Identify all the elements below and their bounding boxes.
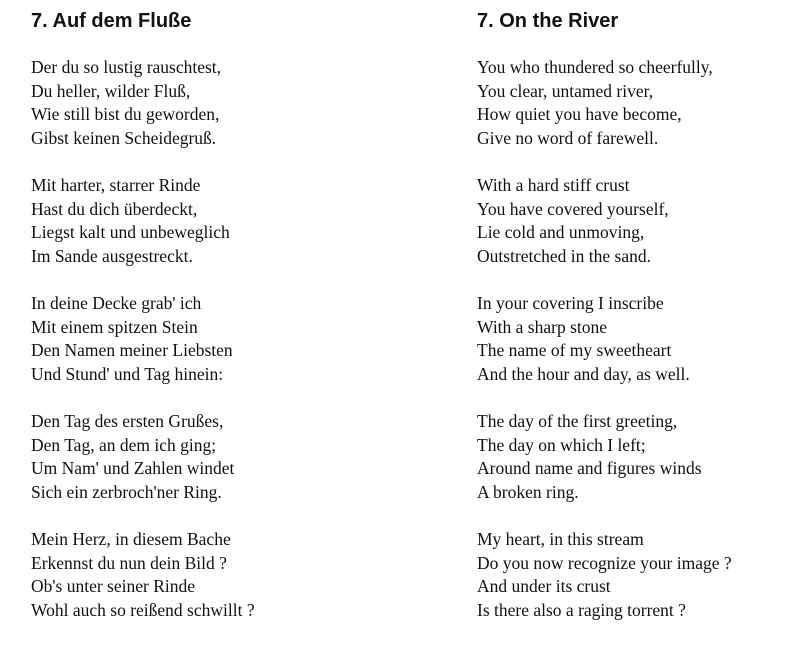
- poem-line: Im Sande ausgestreckt.: [31, 245, 193, 266]
- poem-line: Mit harter, starrer Rinde: [31, 175, 201, 195]
- poem-line: With a sharp stone: [477, 316, 608, 337]
- poem-line: You clear, untamed river,: [477, 80, 654, 101]
- poem-line: A broken ring.: [477, 481, 579, 502]
- poem-line: The name of my sweetheart: [477, 340, 672, 360]
- poem-line: Liegst kalt und unbeweglich: [31, 222, 230, 242]
- poem-line: Is there also a raging torrent ?: [477, 599, 686, 620]
- english-title: 7. On the River: [477, 10, 619, 32]
- poem-line: Den Tag, an dem ich ging;: [31, 434, 217, 455]
- poem-line: Mein Herz, in diesem Bache: [31, 529, 231, 549]
- poem-line: Mit einem spitzen Stein: [31, 316, 198, 337]
- poem-line: And under its crust: [477, 576, 611, 596]
- german-stanzas: [31, 56, 255, 646]
- english-stanza-2: [477, 174, 732, 268]
- poem-line: Der du so lustig rauschtest,: [31, 57, 222, 77]
- german-stanza-4: [31, 410, 255, 504]
- poem-line: And the hour and day, as well.: [477, 363, 690, 384]
- poem-line: Hast du dich überdeckt,: [31, 198, 198, 219]
- english-stanza-1: [477, 56, 732, 150]
- poem-line: With a hard stiff crust: [477, 175, 630, 195]
- poem-line: Erkennst du nun dein Bild ?: [31, 552, 227, 573]
- poem-line: Du heller, wilder Fluß,: [31, 80, 191, 101]
- poem-line: Den Namen meiner Liebsten: [31, 340, 233, 360]
- poem-line: Around name and figures winds: [477, 458, 702, 478]
- poem-line: My heart, in this stream: [477, 529, 644, 549]
- poem-line: You have covered yourself,: [477, 198, 669, 219]
- poem-line: Ob's unter seiner Rinde: [31, 576, 196, 596]
- poem-line: Wohl auch so reißend schwillt ?: [31, 599, 255, 620]
- poem-line: You who thundered so cheerfully,: [477, 57, 713, 77]
- german-title: 7. Auf dem Fluße: [31, 10, 192, 32]
- english-stanza-5: [477, 528, 732, 622]
- poem-line: Den Tag des ersten Grußes,: [31, 411, 224, 431]
- poem-line: Lie cold and unmoving,: [477, 222, 645, 242]
- english-stanzas: [477, 56, 732, 646]
- poem-line: Outstretched in the sand.: [477, 245, 651, 266]
- german-stanza-1: [31, 56, 255, 150]
- german-stanza-3: [31, 292, 255, 386]
- poem-line: In your covering I inscribe: [477, 293, 664, 313]
- poem-line: Sich ein zerbroch'ner Ring.: [31, 481, 222, 502]
- poem-line: Give no word of farewell.: [477, 127, 659, 148]
- poem-line: The day of the first greeting,: [477, 411, 678, 431]
- poem-line: The day on which I left;: [477, 434, 646, 455]
- german-stanza-5: [31, 528, 255, 622]
- poem-line: Um Nam' und Zahlen windet: [31, 458, 235, 478]
- poem-line: Gibst keinen Scheidegruß.: [31, 127, 217, 148]
- poem-line: In deine Decke grab' ich: [31, 293, 202, 313]
- poem-line: Do you now recognize your image ?: [477, 552, 732, 573]
- poem-line: How quiet you have become,: [477, 104, 682, 124]
- german-stanza-2: [31, 174, 255, 268]
- english-stanza-4: [477, 410, 732, 504]
- poem-line: Wie still bist du geworden,: [31, 104, 220, 124]
- poem-line: Und Stund' und Tag hinein:: [31, 363, 224, 384]
- english-stanza-3: [477, 292, 732, 386]
